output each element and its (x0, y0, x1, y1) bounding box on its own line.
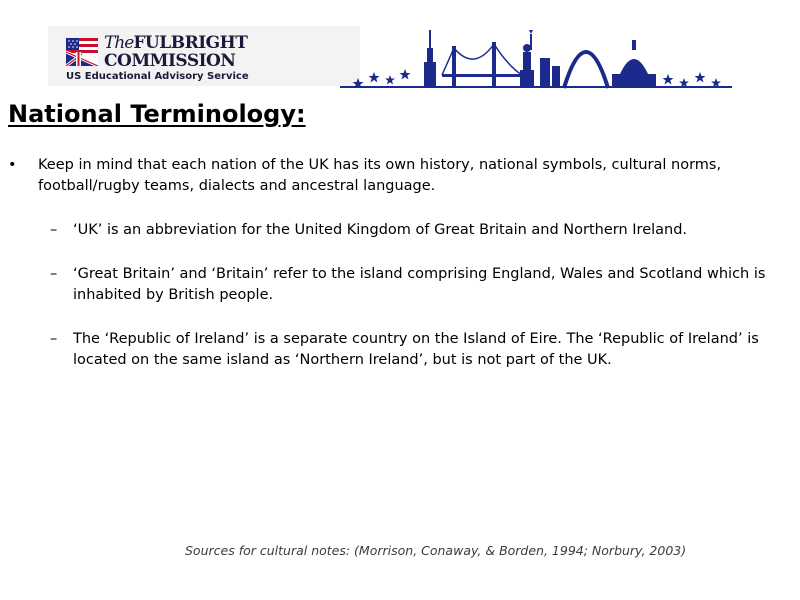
us-uk-flag-icon (66, 38, 98, 66)
header-banner (0, 0, 800, 96)
logo-title-commission: COMMISSION (104, 51, 236, 71)
dash-marker: – (50, 222, 58, 238)
fulbright-logo (48, 26, 360, 86)
logo-title-the: The (104, 33, 134, 53)
main-bullet-text: Keep in mind that each nation of the UK has its own history, national symbols, cultural norms, football/rugby teams, dialects and ancestral language. (38, 157, 722, 194)
bullet-marker: • (8, 157, 17, 173)
dash-marker: – (50, 331, 58, 347)
logo-title (104, 34, 247, 52)
dash-marker: – (50, 266, 58, 282)
subpoint-republic-of-ireland-definition: The ‘Republic of Ireland’ is a separate country on the Island of Eire. The ‘Republic of Ireland’ is located on the same island as ‘Northern Ireland’, but is not part of the UK. (73, 331, 759, 368)
logo-subtitle: US Educational Advisory Service (66, 71, 249, 82)
subpoint-great-britain-definition: ‘Great Britain’ and ‘Britain’ refer to the island comprising England, Wales and Scotland which is inhabited by British people. (73, 266, 766, 303)
logo-title-fulbright: FULBRIGHT (133, 33, 248, 53)
page-title: National Terminology: (8, 100, 306, 128)
subpoint-uk-definition: ‘UK’ is an abbreviation for the United Kingdom of Great Britain and Northern Ireland. (73, 222, 688, 238)
landmark-skyline-graphic (340, 22, 732, 94)
sources-citation: Sources for cultural notes: (Morrison, Conaway, & Borden, 1994; Norbury, 2003) (185, 543, 687, 558)
star-icon (353, 69, 411, 89)
